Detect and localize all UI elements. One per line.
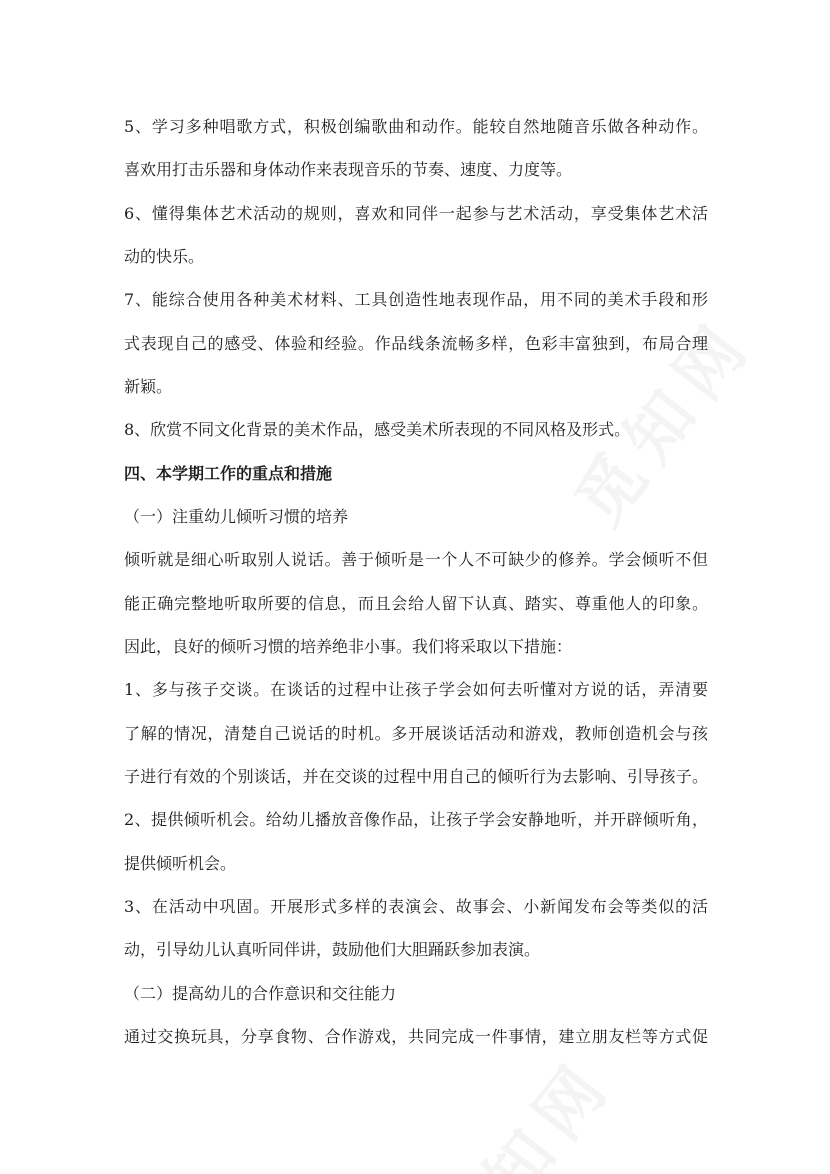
paragraph-goal-7 — [124, 278, 708, 408]
text-line: 子进行有效的个别谈话，并在交谈的过程中用自己的倾听行为去影响、引导孩子。 — [124, 766, 708, 786]
text-line: 3、在活动中巩固。开展形式多样的表演会、故事会、小新闻发布会等类似的活 — [124, 896, 708, 916]
text-line: 动的快乐。 — [124, 246, 205, 266]
text-line: 式表现自己的感受、体验和经验。作品线条流畅多样，色彩丰富独到，布局合理 — [124, 333, 708, 353]
text-line: 1、多与孩子交谈。在谈话的过程中让孩子学会如何去听懂对方说的话，弄清要 — [124, 680, 708, 700]
text-line: 6、懂得集体艺术活动的规则，喜欢和同伴一起参与艺术活动，享受集体艺术活 — [124, 203, 708, 223]
subsection-title-1: （一）注重幼儿倾听习惯的培养 — [124, 506, 349, 526]
text-line: 能正确完整地听取所要的信息，而且会给人留下认真、踏实、尊重他人的印象。 — [124, 593, 708, 613]
text-line: 5、学习多种唱歌方式，积极创编歌曲和动作。能较自然地随音乐做各种动作。 — [124, 117, 708, 136]
text-line: 提供倾听机会。 — [124, 853, 237, 873]
text-line: 2、提供倾听机会。给幼儿播放音像作品，让孩子学会安静地听，并开辟倾听角， — [124, 810, 708, 830]
paragraph-measure-3 — [124, 885, 708, 972]
paragraph-goal-5 — [124, 105, 708, 192]
paragraph-cooperation-intro — [124, 1015, 708, 1058]
paragraph-goal-8 — [124, 408, 708, 451]
document-body — [124, 105, 708, 1058]
paragraph-measure-2 — [124, 798, 708, 885]
section-heading: 四、本学期工作的重点和措施 — [124, 463, 333, 483]
text-line: 8、欣赏不同文化背景的美术作品，感受美术所表现的不同风格及形式。 — [124, 420, 631, 440]
text-line: 了解的情况，清楚自己说话的时机。多开展谈话活动和游戏，教师创造机会与孩 — [124, 723, 708, 743]
subsection-title-2: （二）提高幼儿的合作意识和交往能力 — [124, 983, 397, 1003]
text-line: 喜欢用打击乐器和身体动作来表现音乐的节奏、速度、力度等。 — [124, 160, 573, 180]
paragraph-measure-1 — [124, 668, 708, 798]
text-line: 新颖。 — [124, 376, 173, 396]
text-line: 倾听就是细心听取别人说话。善于倾听是一个人不可缺少的修养。学会倾听不但 — [124, 550, 708, 570]
paragraph-goal-6 — [124, 192, 708, 279]
text-line: 因此，良好的倾听习惯的培养绝非小事。我们将采取以下措施： — [124, 636, 573, 656]
text-line: 通过交换玩具，分享食物、合作游戏，共同完成一件事情，建立朋友栏等方式促 — [124, 1026, 708, 1046]
text-line: 动，引导幼儿认真听同伴讲，鼓励他们大胆踊跃参加表演。 — [124, 940, 541, 960]
paragraph-listening-intro — [124, 538, 708, 668]
text-line: 7、能综合使用各种美术材料、工具创造性地表现作品，用不同的美术手段和形 — [124, 290, 708, 310]
